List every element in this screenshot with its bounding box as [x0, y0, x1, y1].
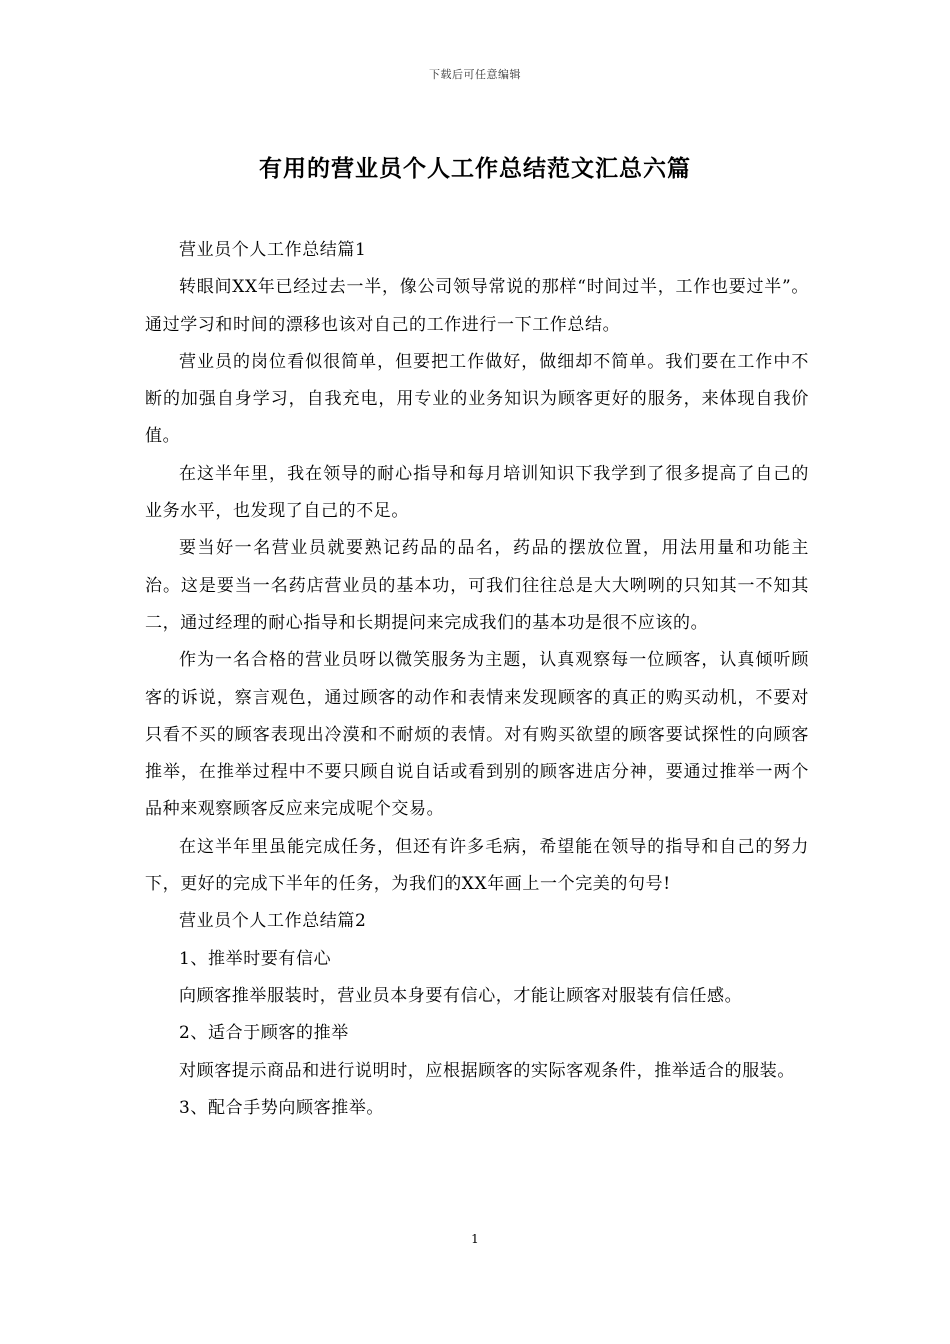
section-heading-1: 营业员个人工作总结篇1: [179, 240, 367, 260]
paragraph: 在这半年里，我在领导的耐心指导和每月培训知识下我学到了很多提高了自己的业务水平，也发现了自己的不足。: [145, 463, 809, 522]
paragraph: 向顾客推举服装时，营业员本身要有信心，才能让顾客对服装有信任感。: [179, 985, 743, 1006]
paragraph: 在这半年里虽能完成任务，但还有许多毛病，希望能在领导的指导和自己的努力下，更好的完成下半年的任务，为我们的XX年画上一个完美的句号!: [145, 836, 809, 895]
list-item-heading: 1、推举时要有信心: [179, 948, 332, 969]
page-number: 1: [471, 1232, 479, 1246]
section-heading-2: 营业员个人工作总结篇2: [179, 911, 367, 932]
document-body: [145, 232, 809, 1127]
paragraph: 营业员的岗位看似很简单，但要把工作做好，做细却不简单。我们要在工作中不断的加强自身学习，自我充电，用专业的业务知识为顾客更好的服务，来体现自我价值。: [145, 351, 809, 447]
header-note: 下载后可任意编辑: [429, 68, 521, 81]
list-item-heading: 2、适合于顾客的推举: [179, 1023, 349, 1044]
paragraph: 作为一名合格的营业员呀以微笑服务为主题，认真观察每一位顾客，认真倾听顾客的诉说，察言观色，通过顾客的动作和表情来发现顾客的真正的购买动机，不要对只看不买的顾客表现出冷漠和不耐烦的表情。对有购买欲望的顾客要试探性的向顾客推举，在推举过程中不要只顾自说自话或看到别的顾客进店分神，要通过推举一两个品种来观察顾客反应来完成呢个交易。: [145, 650, 809, 820]
paragraph: 转眼间XX年已经过去一半，像公司领导常说的那样“时间过半，工作也要过半”。通过学习和时间的漂移也该对自己的工作进行一下工作总结。: [145, 277, 809, 335]
list-item-heading: 3、配合手势向顾客推举。: [179, 1097, 385, 1118]
paragraph: 对顾客提示商品和进行说明时，应根据顾客的实际客观条件，推举适合的服装。: [179, 1060, 795, 1081]
paragraph: 要当好一名营业员就要熟记药品的品名，药品的摆放位置，用法用量和功能主治。这是要当一名药店营业员的基本功，可我们往往总是大大咧咧的只知其一不知其二，通过经理的耐心指导和长期提问来完成我们的基本功是很不应该的。: [145, 538, 809, 633]
document-title: 有用的营业员个人工作总结范文汇总六篇: [259, 155, 691, 182]
